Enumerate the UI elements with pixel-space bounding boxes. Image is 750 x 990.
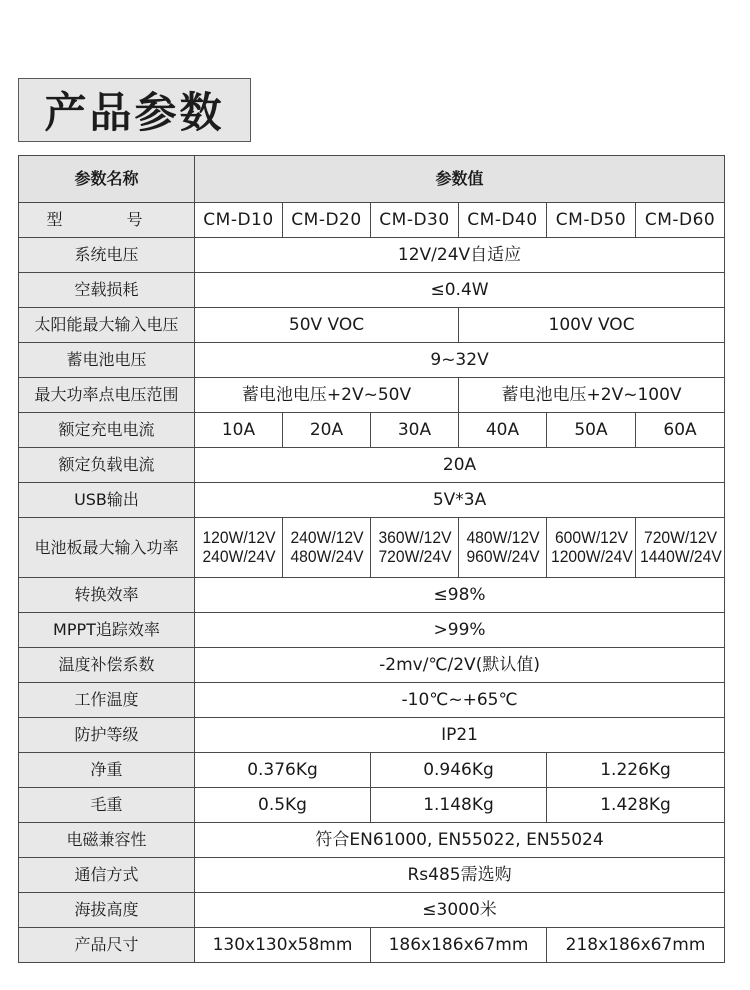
row-label: 温度补偿系数 (19, 648, 195, 683)
power-12v: 240W/12V (289, 527, 364, 547)
table-row-mppt-voltage-range (19, 378, 725, 413)
table-row-panel-max-input-power (19, 518, 725, 578)
row-value: 60A (636, 413, 725, 448)
power-12v: 720W/12V (643, 527, 717, 547)
power-24v: 720W/24V (377, 546, 452, 566)
row-value: ≤3000米 (195, 893, 725, 928)
model-cell: CM-D40 (459, 203, 547, 238)
table-row-emc (19, 823, 725, 858)
row-value: 12V/24V自适应 (195, 238, 725, 273)
row-value: 20A (195, 448, 725, 483)
row-label: USB输出 (19, 483, 195, 518)
table-row-conversion-efficiency (19, 578, 725, 613)
page-title-box (18, 78, 251, 142)
table-row-operating-temperature (19, 683, 725, 718)
row-value: 0.5Kg (195, 788, 371, 823)
row-value: >99% (195, 613, 725, 648)
table-row-rated-charge-current (19, 413, 725, 448)
power-24v: 1440W/24V (639, 546, 722, 566)
row-label: 转换效率 (19, 578, 195, 613)
row-label: 电池板最大输入功率 (19, 518, 195, 578)
power-cell (198, 518, 279, 578)
row-value: 蓄电池电压+2V~50V (195, 378, 459, 413)
model-cell: CM-D30 (371, 203, 459, 238)
row-label: 空载损耗 (19, 273, 195, 308)
row-value: 0.376Kg (195, 753, 371, 788)
row-value: 30A (371, 413, 459, 448)
table-row-usb-output (19, 483, 725, 518)
row-label: 最大功率点电压范围 (19, 378, 195, 413)
model-cell: CM-D60 (636, 203, 725, 238)
row-value: 100V VOC (459, 308, 725, 343)
table-row-solar-max-input-voltage (19, 308, 725, 343)
power-24v: 480W/24V (289, 546, 364, 566)
power-24v: 960W/24V (465, 546, 540, 566)
power-24v: 1200W/24V (550, 546, 633, 566)
row-value: ≤98% (195, 578, 725, 613)
power-24v: 240W/24V (201, 546, 276, 566)
row-value: 186x186x67mm (371, 928, 547, 963)
row-value: 10A (195, 413, 283, 448)
row-label: 额定负载电流 (19, 448, 195, 483)
power-12v: 360W/12V (377, 527, 452, 547)
row-value: Rs485需选购 (195, 858, 725, 893)
table-header-row (19, 156, 725, 203)
row-label: 额定充电电流 (19, 413, 195, 448)
table-row-system-voltage (19, 238, 725, 273)
model-cell: CM-D10 (195, 203, 283, 238)
row-value: IP21 (195, 718, 725, 753)
table-row-model (19, 203, 725, 238)
row-label: 蓄电池电压 (19, 343, 195, 378)
row-value: 0.946Kg (371, 753, 547, 788)
row-label: 型 号 (19, 203, 195, 238)
row-value: 50V VOC (195, 308, 459, 343)
row-label: 海拔高度 (19, 893, 195, 928)
row-value: 130x130x58mm (195, 928, 371, 963)
row-value: 蓄电池电压+2V~100V (459, 378, 725, 413)
spec-table (18, 155, 725, 963)
row-label: 毛重 (19, 788, 195, 823)
row-value: -10℃~+65℃ (195, 683, 725, 718)
row-value: 9~32V (195, 343, 725, 378)
row-value: 40A (459, 413, 547, 448)
row-label: 防护等级 (19, 718, 195, 753)
row-value: 1.148Kg (371, 788, 547, 823)
table-row-net-weight (19, 753, 725, 788)
row-value: 1.428Kg (547, 788, 725, 823)
row-value: 5V*3A (195, 483, 725, 518)
power-cell (286, 518, 367, 578)
table-row-battery-voltage (19, 343, 725, 378)
table-row-rated-load-current (19, 448, 725, 483)
power-12v: 600W/12V (554, 527, 628, 547)
table-row-altitude (19, 893, 725, 928)
table-row-protection-grade (19, 718, 725, 753)
table-row-gross-weight (19, 788, 725, 823)
row-label: 净重 (19, 753, 195, 788)
power-12v: 120W/12V (201, 527, 276, 547)
row-label: 电磁兼容性 (19, 823, 195, 858)
row-label: 产品尺寸 (19, 928, 195, 963)
row-label: 工作温度 (19, 683, 195, 718)
row-value: 218x186x67mm (547, 928, 725, 963)
table-row-temp-compensation (19, 648, 725, 683)
header-param-name: 参数名称 (19, 156, 195, 203)
row-label: MPPT追踪效率 (19, 613, 195, 648)
row-value: -2mv/℃/2V(默认值) (195, 648, 725, 683)
row-label: 太阳能最大输入电压 (19, 308, 195, 343)
table-row-no-load-loss (19, 273, 725, 308)
row-value: 50A (547, 413, 636, 448)
power-cell (374, 518, 455, 578)
row-value: 1.226Kg (547, 753, 725, 788)
model-cell: CM-D20 (283, 203, 371, 238)
row-label: 系统电压 (19, 238, 195, 273)
row-label: 通信方式 (19, 858, 195, 893)
row-value: 20A (283, 413, 371, 448)
power-cell (462, 518, 543, 578)
table-row-communication (19, 858, 725, 893)
power-12v: 480W/12V (465, 527, 540, 547)
row-value: ≤0.4W (195, 273, 725, 308)
page-title: 产品参数 (44, 88, 225, 137)
row-value: 符合EN61000, EN55022, EN55024 (195, 823, 725, 858)
table-row-mppt-tracking-efficiency (19, 613, 725, 648)
power-cell (639, 518, 721, 578)
header-param-value: 参数值 (195, 156, 725, 203)
power-cell (550, 518, 632, 578)
model-cell: CM-D50 (547, 203, 636, 238)
table-row-dimensions (19, 928, 725, 963)
